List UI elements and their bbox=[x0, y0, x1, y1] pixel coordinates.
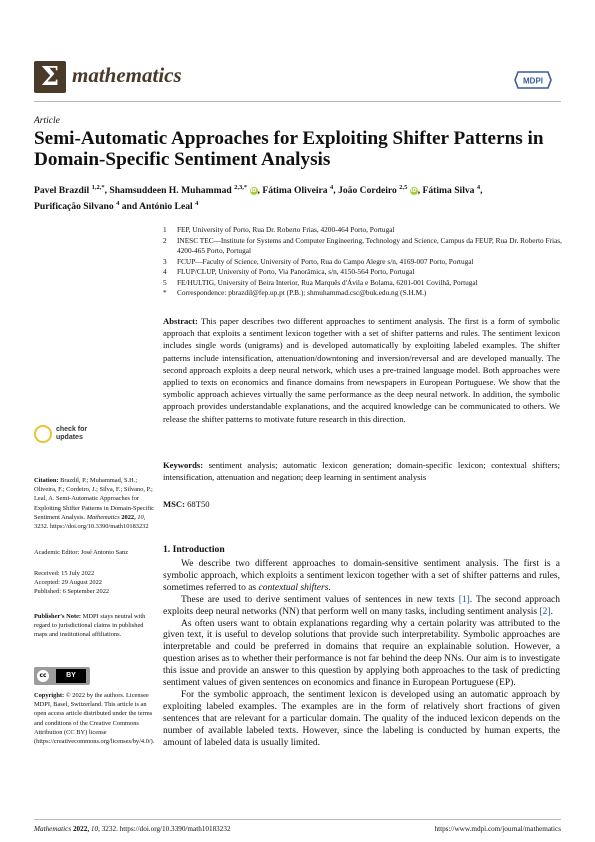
mdpi-logo bbox=[514, 70, 552, 90]
correspondence-text[interactable]: Correspondence: pbrazdil@fep.up.pt (P.B.); shmuhammad.csc@buk.edu.ng (S.H.M.) bbox=[177, 288, 427, 297]
paragraph-text: . bbox=[550, 606, 553, 617]
author-affil-sup: 2,5 bbox=[399, 184, 408, 191]
affiliation-number: 4 bbox=[163, 267, 167, 276]
orcid-icon[interactable]: iD bbox=[410, 188, 417, 195]
affiliation-item bbox=[163, 278, 563, 289]
paragraph bbox=[163, 595, 560, 619]
journal-name: mathematics bbox=[72, 63, 182, 87]
publisher-note-label: Publisher's Note: bbox=[34, 613, 82, 620]
affiliation-number: 5 bbox=[163, 277, 167, 287]
affiliation-text: FEP, University of Porto, Rua Dr. Roberto Frias, 4200-464 Porto, Portugal bbox=[177, 225, 395, 234]
paragraph-text: . The second approach exploits deep neural networks (NN) that perform well on many tasks, including sentiment analysis bbox=[163, 594, 560, 617]
published-date: Published: 6 September 2022 bbox=[34, 588, 110, 596]
affiliation-item bbox=[163, 225, 563, 236]
author-name: Purificação Silvano bbox=[34, 201, 114, 213]
check-updates-line: check for bbox=[56, 426, 88, 433]
publisher-note-text: MDPI stays neutral with regard to jurisdictional claims in published maps and institutional affiliations. bbox=[34, 613, 146, 639]
author-name: António Leal bbox=[139, 201, 193, 213]
citation-journal: Mathematics bbox=[86, 513, 120, 521]
paragraph: As often users want to obtain explanations regarding why a certain polarity was attributed to the given text, it is useful to develop solutions that provide such interpretability. Symbolic approaches are interpretable and could be preferred in domains that require an explainable solution. However, a question arises as to whether their performance is not far behind the deep NNs. Our aim is to investigate this issue and provide an answer to this question by applying both approaches to the task of predicting sentiment values of given sentences on economics and finance in European Portuguese (EP). bbox=[163, 618, 560, 689]
emphasis-text: contextual shifters bbox=[258, 582, 329, 593]
check-icon bbox=[34, 425, 52, 443]
abstract bbox=[163, 315, 560, 425]
author-line-1: Pavel Brazdil $^{1,2,*}$, Shamsuddeen H. Muhammad $^{2,3,*}$ iD, Fátima Oliveira $^4$, João Cordeiro $^{2,5}$ iD, Fátima Silva $^4$, bbox=[34, 184, 483, 197]
paragraph bbox=[163, 559, 560, 595]
msc-label: MSC: bbox=[163, 499, 185, 509]
by-icon: BY bbox=[56, 669, 86, 683]
affiliation-text: INESC TEC—Institute for Systems and Computer Engineering, Technology and Science, Campus da FEUP, Rua Dr. Roberto Frias, 4200-465 Porto, Portugal bbox=[177, 235, 562, 255]
introduction-body bbox=[163, 559, 560, 750]
check-for-updates-badge[interactable] bbox=[34, 425, 114, 445]
accepted-date: Accepted: 29 August 2022 bbox=[34, 579, 102, 587]
keywords-label: Keywords: bbox=[163, 460, 204, 470]
author-affil-sup: 4 bbox=[195, 200, 199, 208]
academic-editor: Academic Editor: José Antonio Sanz bbox=[34, 549, 129, 556]
paragraph-text: These are used to derive sentiment values of sentences in new texts bbox=[181, 594, 459, 605]
article-type: Article bbox=[34, 116, 60, 126]
cc-by-license-badge[interactable] bbox=[34, 667, 90, 685]
footer-year: 2022, bbox=[71, 825, 91, 833]
affiliation-number: 1 bbox=[163, 225, 167, 234]
affiliation-item bbox=[163, 267, 563, 278]
msc bbox=[163, 498, 560, 510]
check-updates-text bbox=[56, 426, 87, 442]
citation-year: 2022, bbox=[119, 513, 138, 521]
author-list bbox=[34, 181, 574, 213]
affiliation-text: FE/HULTIG, University of Beira Interior, Rua Marquês d'Ávila e Bolama, 6201-001 Covilhã, Portugal bbox=[177, 277, 478, 287]
footer-journal-url[interactable]: https://www.mdpi.com/journal/mathematics bbox=[434, 825, 561, 833]
author-line-2: Purificação Silvano $^4$ and António Leal $^4$ bbox=[34, 200, 199, 213]
paragraph-text: We describe two different approaches to domain-sensitive sentiment analysis. The first is a symbolic approach, which exploits a sentiment lexicon together with a set of shifter patterns and rules, sometimes referred to as bbox=[163, 559, 560, 593]
author-affil-sup: 4 bbox=[476, 184, 481, 191]
footer-journal: Mathematics bbox=[34, 825, 72, 833]
author-name: Fátima Oliveira bbox=[262, 185, 328, 197]
affiliation-item bbox=[163, 236, 563, 257]
affiliations bbox=[163, 225, 563, 299]
orcid-icon[interactable]: iD bbox=[250, 188, 257, 195]
check-updates-line: updates bbox=[56, 434, 83, 441]
author-affil-sup: 4 bbox=[116, 200, 120, 208]
footer-doi[interactable]: , 3232. https://doi.org/10.3390/math10183232 bbox=[98, 825, 231, 833]
copyright-block bbox=[34, 691, 156, 746]
author-affil-sup: 1,2,* bbox=[91, 184, 105, 191]
author-name: Shamsuddeen H. Muhammad bbox=[109, 185, 232, 197]
abstract-label: Abstract: bbox=[163, 316, 198, 326]
affiliation-number: 3 bbox=[163, 256, 167, 266]
msc-code: 68T50 bbox=[187, 499, 210, 509]
copyright-label: Copyright: bbox=[34, 692, 65, 699]
citation-text: Brazdil, P.; Muhammad, S.H.; Oliveira, F.; Cordeiro, J.; Silva, F.; Silvano, P.; Leal, A. Semi-Automatic Approaches for Exploiting Shifter Patterns in Domain-Specific Sentiment Analysis. bbox=[34, 477, 154, 521]
publisher-note bbox=[34, 612, 156, 640]
correspondence bbox=[163, 288, 563, 299]
author-affil-sup: 4 bbox=[330, 184, 334, 191]
paragraph-text: . bbox=[328, 582, 331, 593]
author-name: Pavel Brazdil bbox=[34, 185, 90, 197]
affiliation-number: * bbox=[163, 288, 167, 297]
affiliation-item bbox=[163, 257, 563, 268]
keywords bbox=[163, 459, 560, 483]
citation-block bbox=[34, 476, 156, 531]
mdpi-logo-text: MDPI bbox=[523, 76, 543, 86]
journal-logo: Σ bbox=[34, 61, 66, 93]
citation-doi[interactable]: , 3232. https://doi.org/10.3390/math10183232 bbox=[34, 513, 149, 531]
citation-link[interactable]: [1] bbox=[458, 594, 470, 605]
footer-volume: 10 bbox=[90, 825, 99, 833]
cc-icon: cc bbox=[37, 670, 49, 682]
header-divider bbox=[34, 101, 561, 102]
author-affil-sup: 2,3,* bbox=[234, 184, 248, 191]
affiliation-text: FLUP/CLUP, University of Porto, Via Panorâmica, s/n, 4150-564 Porto, Portugal bbox=[177, 267, 415, 276]
abstract-text: This paper describes two different approaches to sentiment analysis. The first is a form of symbolic approach that exploits a sentiment lexicon together with a set of shifter patterns and rules. The sentiment lexicon includes single words (unigrams) and is developed automatically by exploiting labeled examples. The shifter patterns include intensification, attenuation/downtoning and inversion/reversal and are developed manually. The second approach exploits a deep neural network, which uses a pre-trained language model. Both approaches were applied to texts on economics and finance domains from newspapers in European Portuguese. We show that the symbolic approach achieves virtually the same performance as the deep neural network. In addition, the symbolic approach provides understandable explanations, and the acquired knowledge can be communicated to others. We release the shifter patterns to motivate future research in this direction. bbox=[163, 316, 560, 424]
keywords-text: sentiment analysis; automatic lexicon generation; domain-specific lexicon; contextual shifters; intensification, attenuation and negation; deep learning in sentiment analysis bbox=[163, 460, 560, 483]
affiliation-text: FCUP—Faculty of Science, University of Porto, Rua do Campo Alegre s/n, 4169-007 Porto, Portugal bbox=[177, 256, 474, 266]
footer-divider bbox=[34, 819, 561, 820]
copyright-text: © 2022 by the authors. Licensee MDPI, Basel, Switzerland. This article is an open access article distributed under the terms and conditions of the Creative Commons Attribution (CC BY) license (https://creativecommons.org/licenses/by/4.0/). bbox=[34, 692, 155, 746]
paragraph: For the symbolic approach, the sentiment lexicon is developed using an automatic approach by exploiting labeled examples. The examples are in the form of relatively short fractions of given sentences that are relevant for a particular domain. The quality of the induced lexicon depends on the number of available labeled texts. However, since the labeling is conducted by human experts, the amount of labeled data is usually limited. bbox=[163, 689, 560, 748]
received-date: Received: 15 July 2022 bbox=[34, 570, 95, 577]
article-title: Semi-Automatic Approaches for Exploiting Shifter Patterns in Domain-Specific Sentiment Analysis bbox=[34, 128, 544, 170]
author-name: João Cordeiro bbox=[338, 185, 397, 197]
citation-link[interactable]: [2] bbox=[539, 606, 551, 617]
citation-volume: 10 bbox=[137, 513, 144, 521]
page-footer bbox=[34, 825, 561, 833]
affiliation-number: 2 bbox=[163, 235, 167, 245]
citation-label: Citation: bbox=[34, 477, 59, 484]
dates-block bbox=[34, 569, 156, 597]
author-name: Fátima Silva bbox=[422, 185, 475, 197]
section-heading: 1. Introduction bbox=[163, 544, 225, 555]
